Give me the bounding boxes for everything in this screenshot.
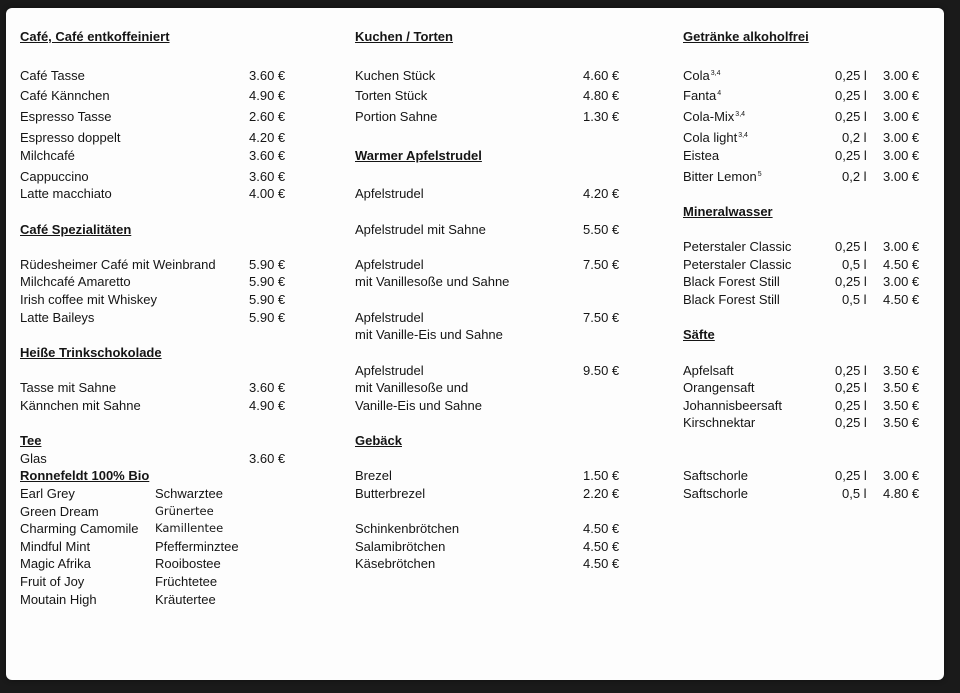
strudel-item-price: 4.20 € bbox=[583, 186, 620, 201]
gebaeck-item-price: 4.50 € bbox=[583, 539, 620, 554]
drink-item-price: 3.00 € bbox=[883, 88, 920, 103]
strudel-item-detail: Vanille-Eis und Sahne bbox=[355, 398, 482, 413]
kuchen-item-name: Kuchen Stück bbox=[355, 68, 436, 83]
juice-item-size: 0,25 l bbox=[835, 398, 867, 413]
juice-item-size: 0,25 l bbox=[835, 415, 867, 430]
juice-item-name: Johannisbeersaft bbox=[683, 398, 783, 413]
drink-item bbox=[683, 68, 720, 83]
tea-item-kind: Kamillentee bbox=[155, 521, 224, 535]
juice-item-price: 3.50 € bbox=[883, 415, 920, 430]
drink-item-name: Cola-Mix bbox=[683, 109, 735, 124]
tea-item-name: Fruit of Joy bbox=[20, 574, 85, 589]
mineral-item-price: 4.50 € bbox=[883, 292, 920, 307]
gebaeck-item-name: Schinkenbrötchen bbox=[355, 521, 460, 536]
drink-item-size: 0,2 l bbox=[842, 169, 867, 184]
strudel-item-detail: mit Vanillesoße und Sahne bbox=[355, 274, 510, 289]
heading-ronnefeldt: Ronnefeldt 100% Bio bbox=[20, 468, 150, 483]
heading-cafe: Café, Café entkoffeiniert bbox=[20, 29, 170, 44]
tea-item-name: Charming Camomile bbox=[20, 521, 139, 536]
drink-item bbox=[683, 109, 745, 124]
cafe-item-price: 4.20 € bbox=[249, 130, 286, 145]
heading-getraenke-alkoholfrei: Getränke alkoholfrei bbox=[683, 29, 809, 44]
kuchen-item-name: Torten Stück bbox=[355, 88, 428, 103]
choc-item-price: 3.60 € bbox=[249, 380, 286, 395]
kuchen-item-price: 1.30 € bbox=[583, 109, 620, 124]
drink-item-size: 0,25 l bbox=[835, 109, 867, 124]
mineral-item-size: 0,5 l bbox=[842, 292, 867, 307]
strudel-item-price: 9.50 € bbox=[583, 363, 620, 378]
cafe-item-price: 2.60 € bbox=[249, 109, 286, 124]
kuchen-item-name: Portion Sahne bbox=[355, 109, 438, 124]
tea-item-name: Magic Afrika bbox=[20, 556, 91, 571]
juice-item-price: 3.50 € bbox=[883, 398, 920, 413]
drink-item bbox=[683, 88, 721, 103]
spez-item-name: Latte Baileys bbox=[20, 310, 95, 325]
spez-item-price: 5.90 € bbox=[249, 274, 286, 289]
drink-item-price: 3.00 € bbox=[883, 169, 920, 184]
cafe-item-name: Café Tasse bbox=[20, 68, 85, 83]
mineral-item-name: Peterstaler Classic bbox=[683, 257, 792, 272]
drink-item-size: 0,25 l bbox=[835, 148, 867, 163]
heading-gebaeck: Gebäck bbox=[355, 433, 402, 448]
heading-trinkschokolade: Heiße Trinkschokolade bbox=[20, 345, 162, 360]
strudel-item-price: 7.50 € bbox=[583, 310, 620, 325]
schorle-item-name: Saftschorle bbox=[683, 486, 749, 501]
tee-glas-price: 3.60 € bbox=[249, 451, 286, 466]
drink-item-price: 3.00 € bbox=[883, 130, 920, 145]
spez-item-price: 5.90 € bbox=[249, 292, 286, 307]
mineral-item-name: Black Forest Still bbox=[683, 292, 780, 307]
spez-item-price: 5.90 € bbox=[249, 310, 286, 325]
gebaeck-item-price: 1.50 € bbox=[583, 468, 620, 483]
cafe-item-name: Espresso Tasse bbox=[20, 109, 112, 124]
tea-item-kind: Pfefferminztee bbox=[155, 539, 239, 554]
choc-item-name: Tasse mit Sahne bbox=[20, 380, 117, 395]
juice-item-size: 0,25 l bbox=[835, 380, 867, 395]
gebaeck-item-price: 4.50 € bbox=[583, 556, 620, 571]
juice-item-name: Apfelsaft bbox=[683, 363, 734, 378]
mineral-item-name: Black Forest Still bbox=[683, 274, 780, 289]
allergen-footnote: 4 bbox=[717, 90, 722, 97]
cafe-item-name: Cappuccino bbox=[20, 169, 89, 184]
cafe-item-price: 4.00 € bbox=[249, 186, 286, 201]
tea-item-name: Mindful Mint bbox=[20, 539, 91, 554]
schorle-item-size: 0,25 l bbox=[835, 468, 867, 483]
cafe-item-name: Espresso doppelt bbox=[20, 130, 121, 145]
strudel-item-detail: mit Vanille-Eis und Sahne bbox=[355, 327, 503, 342]
drink-item-name: Bitter Lemon bbox=[683, 169, 757, 184]
schorle-item-price: 4.80 € bbox=[883, 486, 920, 501]
heading-apfelstrudel: Warmer Apfelstrudel bbox=[355, 148, 482, 163]
drink-item-name: Cola light bbox=[683, 130, 738, 145]
drink-item-price: 3.00 € bbox=[883, 68, 920, 83]
allergen-footnote: 3,4 bbox=[735, 111, 746, 118]
kuchen-item-price: 4.80 € bbox=[583, 88, 620, 103]
cafe-item-price: 3.60 € bbox=[249, 68, 286, 83]
drink-item-name: Cola bbox=[683, 68, 710, 83]
strudel-item-name: Apfelstrudel mit Sahne bbox=[355, 222, 486, 237]
strudel-item-name: Apfelstrudel bbox=[355, 257, 424, 272]
gebaeck-item-price: 2.20 € bbox=[583, 486, 620, 501]
tea-item-kind: Rooibostee bbox=[155, 556, 221, 571]
spez-item-name: Milchcafé Amaretto bbox=[20, 274, 131, 289]
mineral-item-size: 0,5 l bbox=[842, 257, 867, 272]
tea-item-name: Earl Grey bbox=[20, 486, 75, 501]
drink-item-size: 0,25 l bbox=[835, 68, 867, 83]
strudel-item-detail: mit Vanillesoße und bbox=[355, 380, 469, 395]
heading-saefte: Säfte bbox=[683, 327, 715, 342]
tee-glas-name: Glas bbox=[20, 451, 47, 466]
spez-item-name: Rüdesheimer Café mit Weinbrand bbox=[20, 257, 216, 272]
strudel-item-price: 5.50 € bbox=[583, 222, 620, 237]
mineral-item-size: 0,25 l bbox=[835, 239, 867, 254]
choc-item-price: 4.90 € bbox=[249, 398, 286, 413]
drink-item-size: 0,25 l bbox=[835, 88, 867, 103]
juice-item-name: Kirschnektar bbox=[683, 415, 756, 430]
allergen-footnote: 3,4 bbox=[738, 132, 748, 139]
drink-item-size: 0,2 l bbox=[842, 130, 867, 145]
drink-item-name: Eistea bbox=[683, 148, 720, 163]
gebaeck-item-name: Salamibrötchen bbox=[355, 539, 446, 554]
cafe-item-price: 3.60 € bbox=[249, 148, 286, 163]
drink-item bbox=[683, 130, 748, 145]
heading-kuchen-torten: Kuchen / Torten bbox=[355, 29, 453, 44]
gebaeck-item-name: Käsebrötchen bbox=[355, 556, 436, 571]
gebaeck-item-price: 4.50 € bbox=[583, 521, 620, 536]
strudel-item-name: Apfelstrudel bbox=[355, 310, 424, 325]
allergen-footnote: 5 bbox=[757, 171, 762, 178]
spez-item-name: Irish coffee mit Whiskey bbox=[20, 292, 158, 307]
allergen-footnote: 3,4 bbox=[710, 70, 721, 77]
drink-item bbox=[683, 169, 762, 184]
tea-item-name: Moutain High bbox=[20, 592, 97, 607]
strudel-item-name: Apfelstrudel bbox=[355, 186, 424, 201]
kuchen-item-price: 4.60 € bbox=[583, 68, 620, 83]
mineral-item-name: Peterstaler Classic bbox=[683, 239, 792, 254]
choc-item-name: Kännchen mit Sahne bbox=[20, 398, 141, 413]
cafe-item-name: Latte macchiato bbox=[20, 186, 112, 201]
tea-item-kind: Schwarztee bbox=[155, 486, 223, 501]
drink-item-price: 3.00 € bbox=[883, 109, 920, 124]
mineral-item-price: 4.50 € bbox=[883, 257, 920, 272]
heading-tee: Tee bbox=[20, 433, 42, 448]
gebaeck-item-name: Brezel bbox=[355, 468, 392, 483]
heading-mineralwasser: Mineralwasser bbox=[683, 204, 773, 219]
juice-item-name: Orangensaft bbox=[683, 380, 755, 395]
schorle-item-price: 3.00 € bbox=[883, 468, 920, 483]
cafe-item-name: Milchcafé bbox=[20, 148, 75, 163]
tea-item-name: Green Dream bbox=[20, 504, 99, 519]
juice-item-price: 3.50 € bbox=[883, 363, 920, 378]
menu-sheet bbox=[6, 8, 944, 680]
drink-item-name: Fanta bbox=[683, 88, 717, 103]
spez-item-price: 5.90 € bbox=[249, 257, 286, 272]
mineral-item-price: 3.00 € bbox=[883, 274, 920, 289]
strudel-item-name: Apfelstrudel bbox=[355, 363, 424, 378]
cafe-item-price: 4.90 € bbox=[249, 88, 286, 103]
gebaeck-item-name: Butterbrezel bbox=[355, 486, 426, 501]
tea-item-kind: Früchtetee bbox=[155, 574, 218, 589]
schorle-item-name: Saftschorle bbox=[683, 468, 749, 483]
juice-item-size: 0,25 l bbox=[835, 363, 867, 378]
strudel-item-price: 7.50 € bbox=[583, 257, 620, 272]
heading-cafe-spezialitaeten: Café Spezialitäten bbox=[20, 222, 132, 237]
juice-item-price: 3.50 € bbox=[883, 380, 920, 395]
cafe-item-price: 3.60 € bbox=[249, 169, 286, 184]
tea-item-kind: Kräutertee bbox=[155, 592, 216, 607]
schorle-item-size: 0,5 l bbox=[842, 486, 867, 501]
mineral-item-size: 0,25 l bbox=[835, 274, 867, 289]
mineral-item-price: 3.00 € bbox=[883, 239, 920, 254]
cafe-item-name: Café Kännchen bbox=[20, 88, 110, 103]
drink-item-price: 3.00 € bbox=[883, 148, 920, 163]
tea-item-kind: Grünertee bbox=[155, 504, 214, 518]
